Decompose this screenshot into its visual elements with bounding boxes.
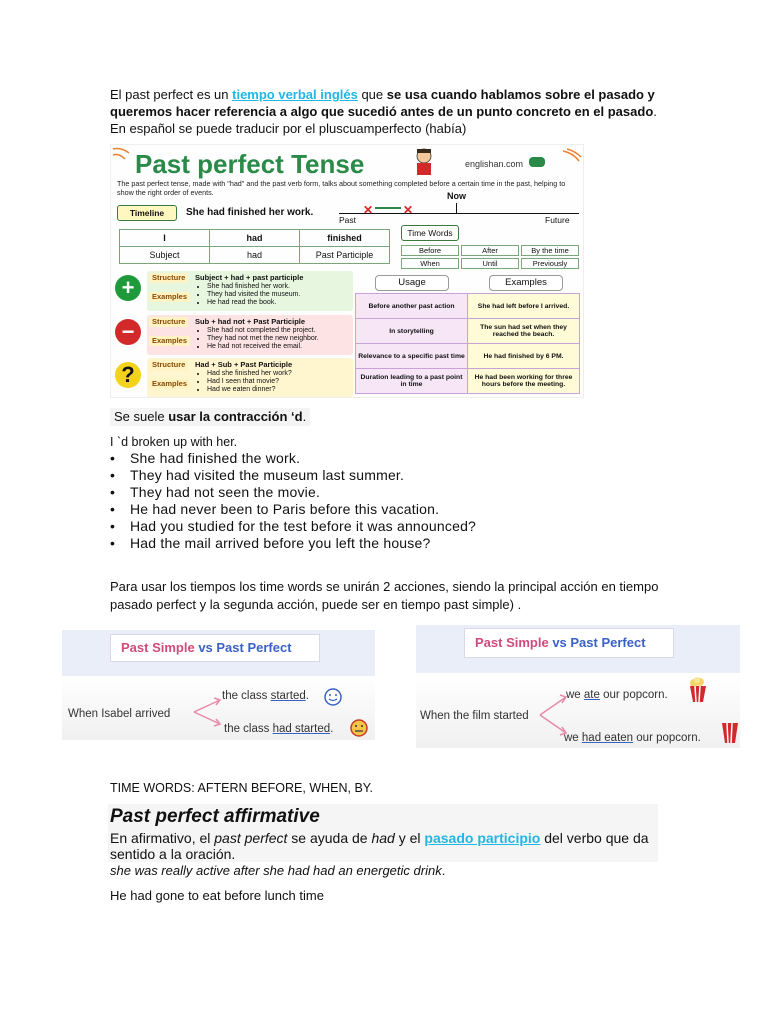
list-item: • She had not completed the project. [207, 327, 319, 335]
intro-paragraph [110, 86, 670, 137]
table-cell: I [120, 230, 210, 247]
list-item: • They had not seen the movie. [110, 484, 476, 501]
list-item: • Had we eaten dinner? [207, 386, 292, 394]
past-label: Past [339, 215, 357, 225]
table-row [120, 247, 390, 264]
teacher-icon [411, 147, 437, 177]
contraction-note [110, 408, 310, 426]
usage-table [355, 293, 580, 394]
example-sentences [110, 450, 476, 552]
examples-list [199, 370, 292, 394]
list-item: • She had finished the work. [110, 450, 476, 467]
tiempo-verbal-link[interactable]: tiempo verbal inglés [232, 87, 358, 102]
pasado-participio-link[interactable]: pasado participio [424, 830, 541, 846]
affirmative-italic: had [371, 830, 395, 846]
question-row [115, 358, 351, 398]
formula-table [119, 229, 390, 264]
past-simple-vs-perfect-panel-2 [416, 625, 740, 748]
lunch-example: He had gone to eat before lunch time [110, 888, 324, 903]
past-perfect-infographic [110, 144, 584, 398]
popcorn-empty-icon [721, 721, 739, 745]
when-clause: When Isabel arrived [68, 708, 171, 720]
usage-cell: Before another past action [356, 294, 468, 319]
affirmative-row [115, 271, 351, 311]
decoration-icon [111, 145, 131, 165]
time-words-badge: Time Words [401, 225, 459, 241]
timeline-badge: Timeline [117, 205, 177, 221]
now-label: Now [447, 191, 466, 201]
affirmative-part: se ayuda de [287, 830, 372, 846]
vs-label: vs [548, 635, 571, 650]
verb-underlined: ate [583, 689, 600, 701]
timeline-sentence: She had finished her work. [186, 207, 314, 218]
x-mark-icon: ✕ [363, 203, 374, 217]
plus-icon: + [115, 275, 141, 301]
sentence-text: . [305, 690, 309, 702]
broken-example: I `d broken up with her. [110, 435, 238, 449]
minus-icon: − [115, 319, 141, 345]
time-word: When [401, 258, 459, 269]
verb-underlined: had eaten [581, 732, 634, 744]
structure-formula: Subject + had + past participle [195, 273, 304, 282]
time-words-line: TIME WORDS: AFTERN BEFORE, WHEN, BY. [110, 781, 373, 795]
time-words-grid [401, 245, 579, 269]
time-word: After [461, 245, 519, 256]
timeline-line [339, 213, 579, 214]
table-row [356, 369, 580, 394]
infographic-title: Past perfect Tense [135, 149, 365, 179]
vs-label: vs [194, 640, 217, 655]
example-period: . [441, 863, 446, 878]
structure-formula: Had + Sub + Past Participle [195, 360, 293, 369]
example-italic: she was really active after she had had an energetic drink [110, 863, 442, 878]
usage-cell: Relevance to a specific past time [356, 344, 468, 369]
now-tick [456, 203, 457, 213]
sentence-text: . [330, 723, 334, 735]
panel-title [464, 628, 674, 658]
arrow-icon [375, 207, 401, 209]
affirmative-part: y el [394, 830, 425, 846]
verb-underlined: started [270, 690, 306, 702]
contraction-text: Se suele [114, 409, 169, 424]
time-word: By the time [521, 245, 579, 256]
popcorn-full-icon [688, 677, 708, 703]
happy-face-icon [324, 688, 342, 706]
structure-label: Structure [149, 273, 188, 283]
sentence-text: the class [224, 723, 273, 735]
intro-bold: se usa cuando hablamos sobre el pasado y queremos hacer referencia a algo que sucedió antes de un punto concreto en el pasado [110, 87, 655, 119]
row-box [147, 358, 353, 398]
usage-cell: Duration leading to a past point in time [356, 369, 468, 394]
list-item: • He had read the book. [207, 299, 300, 307]
perfect-sentence [564, 732, 701, 744]
row-box [147, 315, 353, 355]
sentence-text: our popcorn. [599, 689, 668, 701]
list-item: • Had the mail arrived before you left the house? [110, 535, 476, 552]
table-cell: Past Participle [300, 247, 390, 264]
table-cell: finished [300, 230, 390, 247]
table-cell: had [210, 247, 300, 264]
examples-label: Examples [149, 379, 190, 389]
perfect-sentence [224, 723, 333, 735]
decoration-icon [561, 147, 583, 171]
panel-title [110, 634, 320, 662]
list-item: • He had not received the email. [207, 343, 319, 351]
site-badge [529, 157, 545, 167]
affirmative-part: del verbo que da sentido a la oración. [110, 830, 649, 862]
infographic-description: The past perfect tense, made with "had" and the past verb form, talks about something completed before a certain time in the past, helping to show the right order of events. [117, 179, 566, 197]
structure-formula: Sub + had not + Past Participle [195, 317, 306, 326]
table-row [356, 344, 580, 369]
question-icon: ? [115, 362, 141, 388]
negative-row [115, 315, 351, 355]
list-item: • She had finished her work. [207, 283, 300, 291]
sentence-text: our popcorn. [633, 732, 701, 744]
examples-label: Examples [149, 292, 190, 302]
list-item: • Had I seen that movie? [207, 378, 292, 386]
sentence-text: we [566, 689, 584, 701]
future-label: Future [545, 215, 570, 225]
branch-arrows-icon [190, 694, 224, 730]
example-cell: He had been working for three hours before the meeting. [468, 369, 580, 394]
intro-text: que [357, 87, 387, 102]
structure-label: Structure [149, 317, 188, 327]
intro-tail: . En español se puede traducir por el pluscuamperfecto (había) [110, 104, 657, 136]
examples-list [199, 327, 319, 351]
usage-badge: Usage [375, 275, 449, 291]
past-simple-label: Past Simple [121, 640, 195, 655]
list-item: • Had she finished her work? [207, 370, 292, 378]
table-row [120, 230, 390, 247]
example-cell: He had finished by 6 PM. [468, 344, 580, 369]
contraction-bold: usar la contracción ‘d [168, 409, 303, 424]
x-mark-icon: ✕ [403, 203, 414, 217]
affirmative-italic: past perfect [214, 830, 288, 846]
when-clause: When the film started [420, 710, 529, 722]
examples-badge: Examples [489, 275, 563, 291]
list-item: • They had visited the museum. [207, 291, 300, 299]
list-item: • They had visited the museum last summer. [110, 467, 476, 484]
list-item: • They had not met the new neighbor. [207, 335, 319, 343]
table-cell: Subject [120, 247, 210, 264]
past-simple-label: Past Simple [475, 635, 549, 650]
affirmative-text [110, 830, 658, 862]
structure-label: Structure [149, 360, 188, 370]
simple-sentence [222, 690, 309, 702]
affirmative-title: Past perfect affirmative [110, 806, 320, 827]
simple-sentence [566, 689, 668, 701]
table-row [356, 319, 580, 344]
past-simple-vs-perfect-panel-1 [62, 630, 375, 740]
past-perfect-label: Past Perfect [570, 635, 646, 650]
affirmative-part: En afirmativo, el [110, 830, 215, 846]
verb-underlined: had started [272, 723, 331, 735]
past-perfect-label: Past Perfect [216, 640, 292, 655]
list-item: • He had never been to Paris before this vacation. [110, 501, 476, 518]
worried-face-icon [350, 719, 368, 737]
sentence-text: the class [222, 690, 271, 702]
intro-text: El past perfect es un [110, 87, 233, 102]
time-word: Until [461, 258, 519, 269]
site-label: englishan.com [465, 159, 524, 169]
sentence-text: we [564, 732, 582, 744]
examples-list [199, 283, 300, 307]
table-row [356, 294, 580, 319]
time-word: Before [401, 245, 459, 256]
time-words-paragraph: Para usar los tiempos los time words se unirán 2 acciones, siendo la principal acción en tiempo pasado perfect y la segunda acción, puede ser en tiempo past simple) . [110, 579, 659, 612]
contraction-text: . [302, 409, 307, 424]
energetic-drink-example [110, 863, 445, 878]
example-cell: The sun had set when they reached the beach. [468, 319, 580, 344]
list-item: • Had you studied for the test before it was announced? [110, 518, 476, 535]
time-word: Previously [521, 258, 579, 269]
row-box [147, 271, 353, 311]
usage-cell: In storytelling [356, 319, 468, 344]
example-cell: She had left before I arrived. [468, 294, 580, 319]
table-cell: had [210, 230, 300, 247]
affirmative-section [108, 804, 658, 862]
examples-label: Examples [149, 336, 190, 346]
